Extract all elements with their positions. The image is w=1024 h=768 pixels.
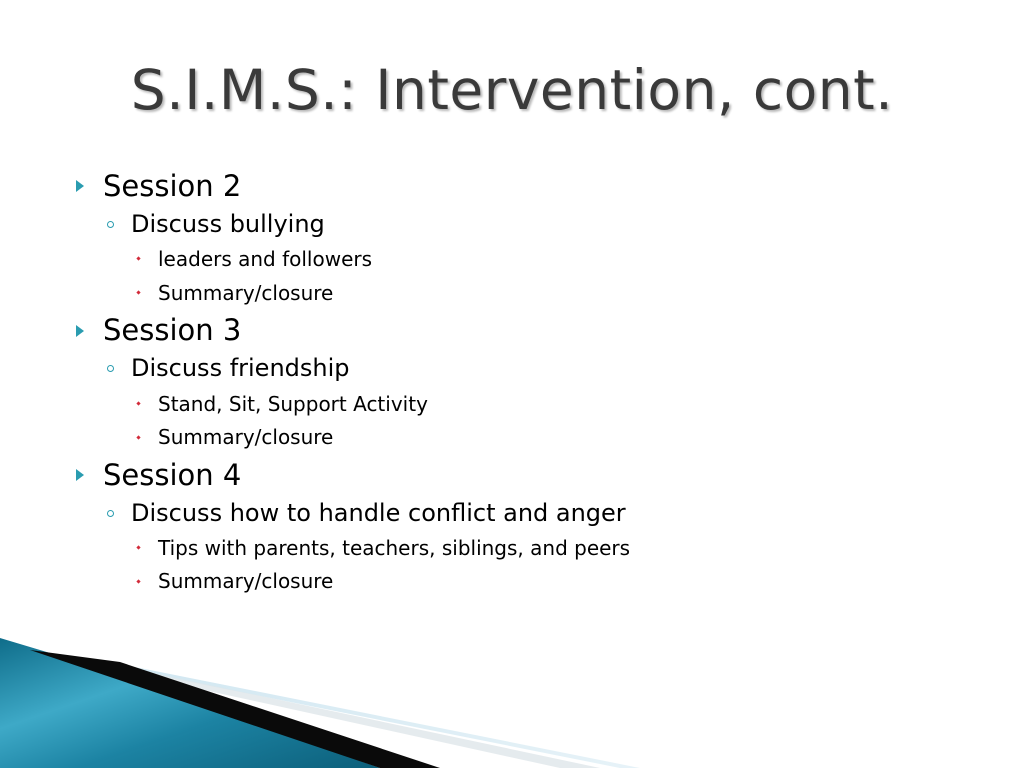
triangle-bullet-icon <box>76 469 84 481</box>
session-2-item-2: Summary/closure <box>158 281 334 305</box>
decorative-wave-banner <box>0 638 1024 768</box>
ring-bullet-icon <box>107 365 114 372</box>
session-2-topic: Discuss bullying <box>131 210 325 238</box>
diamond-bullet-icon <box>136 545 140 549</box>
session-4-item-2: Summary/closure <box>158 569 334 593</box>
session-4-label: Session 4 <box>103 458 242 492</box>
diamond-bullet-icon <box>136 401 140 405</box>
session-3-item-1: Stand, Sit, Support Activity <box>158 392 428 416</box>
session-3-topic: Discuss friendship <box>131 354 350 382</box>
slide-title: S.I.M.S.: Intervention, cont. <box>130 58 894 122</box>
diamond-bullet-icon <box>136 256 140 260</box>
session-3-label: Session 3 <box>103 313 242 347</box>
ring-bullet-icon <box>107 510 114 517</box>
session-2-item-1: leaders and followers <box>158 247 373 271</box>
diamond-bullet-icon <box>136 290 140 294</box>
session-4-item-1: Tips with parents, teachers, siblings, and peers <box>158 536 631 560</box>
triangle-bullet-icon <box>76 325 84 337</box>
session-4-topic: Discuss how to handle conflict and anger <box>131 499 626 527</box>
session-3-item-2: Summary/closure <box>158 425 334 449</box>
session-2-label: Session 2 <box>103 169 242 203</box>
diamond-bullet-icon <box>136 435 140 439</box>
triangle-bullet-icon <box>76 180 84 192</box>
diamond-bullet-icon <box>136 579 140 583</box>
ring-bullet-icon <box>107 221 114 228</box>
